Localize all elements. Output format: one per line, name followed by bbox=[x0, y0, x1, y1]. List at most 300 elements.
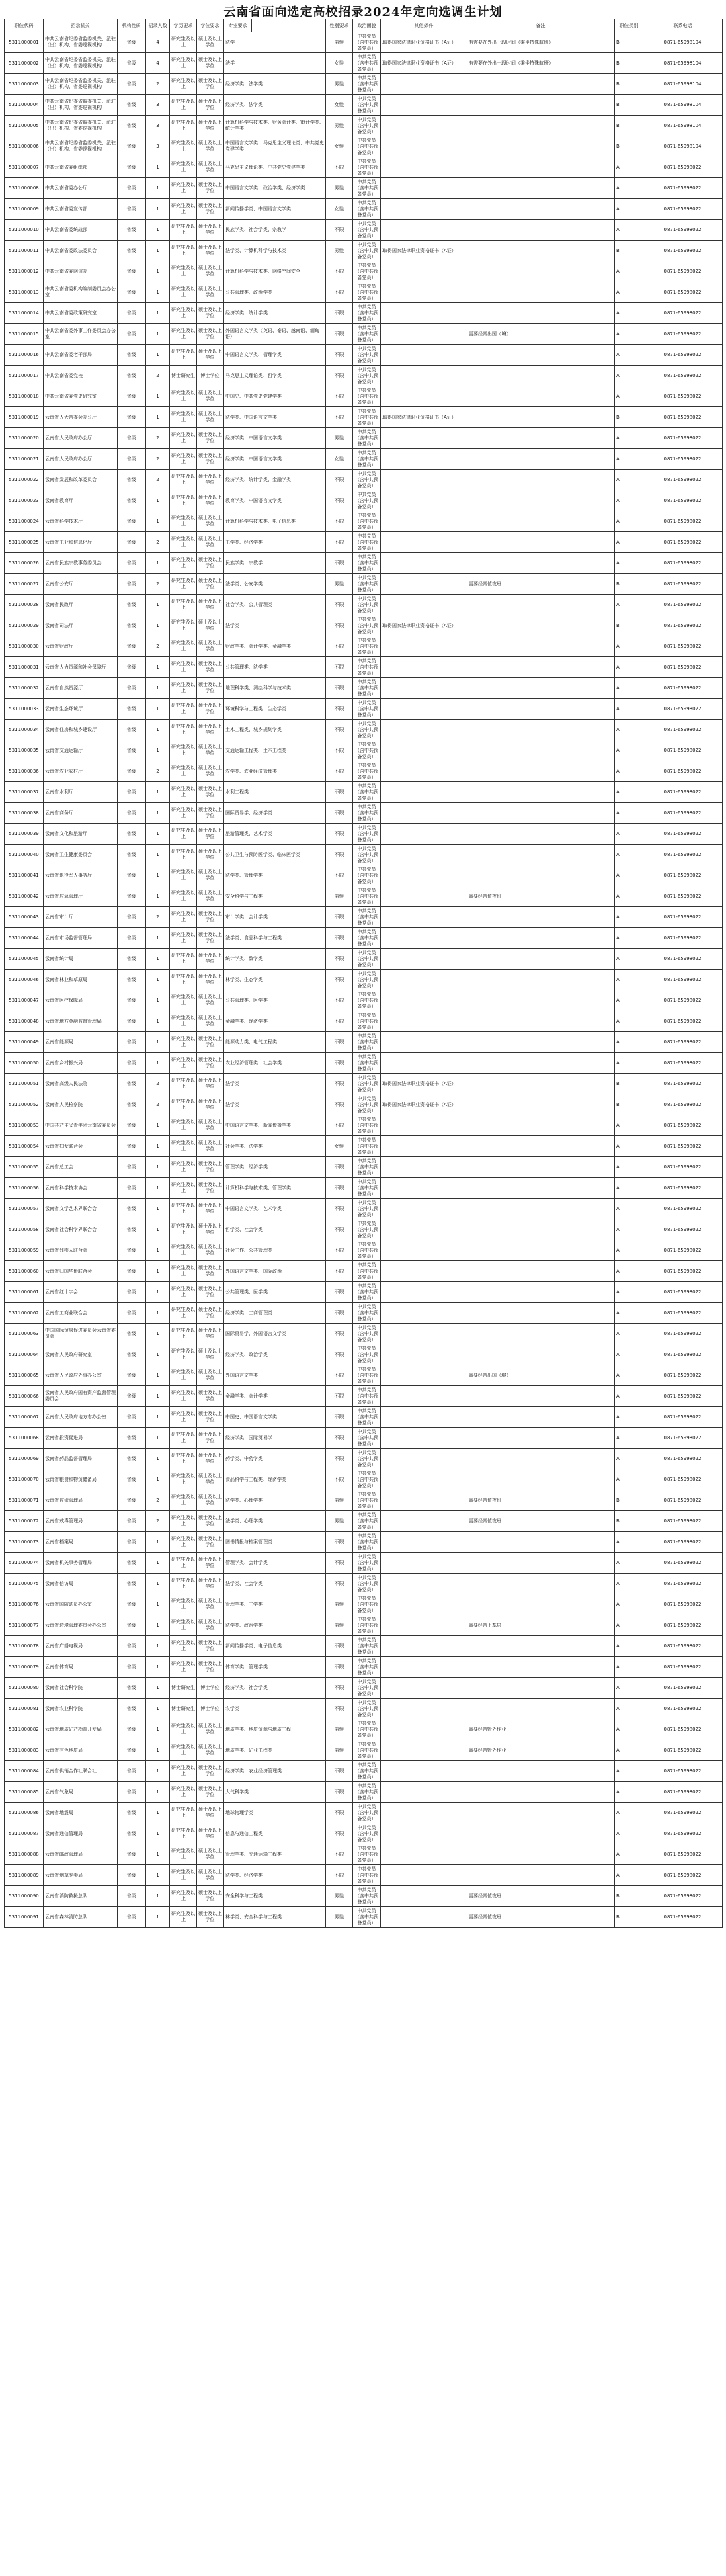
table-cell: A bbox=[615, 1594, 643, 1615]
table-cell: 公共管理类、政治学类 bbox=[224, 282, 326, 303]
table-cell: 2 bbox=[146, 1511, 170, 1532]
table-cell: A bbox=[615, 1865, 643, 1886]
table-cell: 2 bbox=[146, 636, 170, 657]
table-cell bbox=[381, 1490, 467, 1511]
table-cell: 不限 bbox=[326, 1157, 353, 1178]
table-cell: 5311000085 bbox=[5, 1782, 44, 1803]
table-cell: 5311000025 bbox=[5, 532, 44, 553]
table-cell bbox=[467, 1699, 615, 1719]
table-cell: 中共党员（含中共预备党员） bbox=[353, 220, 381, 241]
table-cell: 0871-65998022 bbox=[643, 970, 723, 990]
table-cell: 0871-65998022 bbox=[643, 782, 723, 803]
table-cell: 云南省邮政管理局 bbox=[44, 1844, 118, 1865]
table-cell: 1 bbox=[146, 1032, 170, 1053]
table-cell bbox=[467, 178, 615, 199]
table-cell: 硕士及以上学位 bbox=[197, 1074, 224, 1094]
table-cell: 5311000061 bbox=[5, 1282, 44, 1303]
table-cell bbox=[381, 1823, 467, 1844]
table-cell: 研究生及以上 bbox=[170, 32, 197, 53]
table-row bbox=[5, 241, 723, 261]
table-cell: 省级 bbox=[118, 1740, 146, 1761]
table-cell bbox=[381, 345, 467, 366]
table-cell: 中共党员（含中共预备党员） bbox=[353, 32, 381, 53]
table-cell bbox=[467, 1324, 615, 1344]
table-cell: 硕士及以上学位 bbox=[197, 303, 224, 324]
table-cell: 研究生及以上 bbox=[170, 907, 197, 928]
table-cell: 需要经常值夜班 bbox=[467, 1886, 615, 1907]
table-cell: 中国语言文学类、政治学类、经济学类 bbox=[224, 178, 326, 199]
table-cell: 5311000006 bbox=[5, 136, 44, 157]
table-cell: 硕士及以上学位 bbox=[197, 740, 224, 761]
table-cell: 研究生及以上 bbox=[170, 324, 197, 345]
table-cell: 研究生及以上 bbox=[170, 990, 197, 1011]
table-cell: A bbox=[615, 1011, 643, 1032]
table-cell: 中共党员（含中共预备党员） bbox=[353, 1511, 381, 1532]
table-cell: 云南省市场监督管理局 bbox=[44, 928, 118, 949]
table-cell: A bbox=[615, 907, 643, 928]
table-cell: 硕士及以上学位 bbox=[197, 1115, 224, 1136]
table-cell: 云南省发展和改革委员会 bbox=[44, 470, 118, 490]
table-cell: 省级 bbox=[118, 907, 146, 928]
table-cell: 5311000091 bbox=[5, 1907, 44, 1928]
table-cell: 0871-65998022 bbox=[643, 1324, 723, 1344]
table-cell: 不限 bbox=[326, 157, 353, 178]
table-cell: 硕士及以上学位 bbox=[197, 615, 224, 636]
table-cell: 中共党员（含中共预备党员） bbox=[353, 1490, 381, 1511]
table-cell: 研究生及以上 bbox=[170, 1303, 197, 1324]
table-cell: 5311000054 bbox=[5, 1136, 44, 1157]
table-cell bbox=[467, 1865, 615, 1886]
table-row bbox=[5, 1261, 723, 1282]
table-cell: 1 bbox=[146, 324, 170, 345]
table-cell: 0871-65998104 bbox=[643, 95, 723, 116]
table-cell: 2 bbox=[146, 1490, 170, 1511]
table-cell bbox=[467, 116, 615, 136]
table-cell bbox=[381, 1636, 467, 1657]
table-cell: 中共党员（含中共预备党员） bbox=[353, 1761, 381, 1782]
table-cell: 中共党员（含中共预备党员） bbox=[353, 1365, 381, 1386]
table-cell: 3 bbox=[146, 136, 170, 157]
table-cell: 5311000069 bbox=[5, 1449, 44, 1469]
table-row bbox=[5, 386, 723, 407]
table-cell: 云南省投资促进局 bbox=[44, 1428, 118, 1449]
table-cell: 不限 bbox=[326, 366, 353, 386]
table-cell: 地质学类、矿业工程类 bbox=[224, 1740, 326, 1761]
table-cell: 1 bbox=[146, 1803, 170, 1823]
table-cell: 硕士及以上学位 bbox=[197, 907, 224, 928]
table-cell: 经济学类、国际贸易学 bbox=[224, 1428, 326, 1449]
table-cell: 硕士及以上学位 bbox=[197, 886, 224, 907]
table-row bbox=[5, 490, 723, 511]
table-cell bbox=[381, 1240, 467, 1261]
table-cell: 5311000015 bbox=[5, 324, 44, 345]
table-cell: 5311000019 bbox=[5, 407, 44, 428]
table-cell: 不限 bbox=[326, 1386, 353, 1407]
table-cell bbox=[467, 1678, 615, 1699]
table-cell: 中共党员（含中共预备党员） bbox=[353, 928, 381, 949]
table-cell: 1 bbox=[146, 407, 170, 428]
table-cell bbox=[467, 1469, 615, 1490]
table-cell: 5311000056 bbox=[5, 1178, 44, 1199]
table-cell: 硕士及以上学位 bbox=[197, 1053, 224, 1074]
table-cell bbox=[467, 782, 615, 803]
table-cell: 0871-65998022 bbox=[643, 1178, 723, 1199]
table-cell: 云南省科学技术协会 bbox=[44, 1178, 118, 1199]
table-cell: 不限 bbox=[326, 1636, 353, 1657]
table-cell bbox=[467, 1032, 615, 1053]
table-cell: 省级 bbox=[118, 116, 146, 136]
table-cell: A bbox=[615, 1636, 643, 1657]
table-cell: 1 bbox=[146, 1761, 170, 1782]
page-title: 云南省面向选定高校招录2024年定向选调生计划 bbox=[223, 5, 503, 19]
table-cell: 硕士及以上学位 bbox=[197, 636, 224, 657]
table-cell: 研究生及以上 bbox=[170, 1324, 197, 1344]
column-header: 招录人数 bbox=[146, 19, 170, 32]
table-cell: 不限 bbox=[326, 761, 353, 782]
table-cell: 5311000038 bbox=[5, 803, 44, 824]
table-cell: A bbox=[615, 886, 643, 907]
table-cell: 硕士及以上学位 bbox=[197, 1469, 224, 1490]
table-row bbox=[5, 1449, 723, 1469]
table-cell: 农学类 bbox=[224, 1699, 326, 1719]
table-cell: 土木工程类、城乡规划学类 bbox=[224, 720, 326, 740]
table-cell: 法学 bbox=[224, 53, 326, 74]
table-cell: 硕士及以上学位 bbox=[197, 1594, 224, 1615]
table-cell: 不限 bbox=[326, 511, 353, 532]
table-cell: 研究生及以上 bbox=[170, 1199, 197, 1219]
table-cell: 云南省地方金融监督管理局 bbox=[44, 1011, 118, 1032]
table-cell bbox=[381, 490, 467, 511]
table-cell bbox=[381, 1199, 467, 1219]
table-cell: 云南省人大常委会办公厅 bbox=[44, 407, 118, 428]
table-cell: 中共云南省委组织部 bbox=[44, 157, 118, 178]
table-row bbox=[5, 1469, 723, 1490]
table-cell: 研究生及以上 bbox=[170, 1532, 197, 1553]
table-cell: 研究生及以上 bbox=[170, 1469, 197, 1490]
table-cell: 硕士及以上学位 bbox=[197, 678, 224, 699]
table-cell: 中共云南省纪委省监委机关、派驻（出）机构、省委巡视机构 bbox=[44, 32, 118, 53]
table-cell: 省级 bbox=[118, 303, 146, 324]
table-cell bbox=[381, 1136, 467, 1157]
table-cell: 中共云南省委党史研究室 bbox=[44, 386, 118, 407]
table-cell: 云南省文化和旅游厅 bbox=[44, 824, 118, 845]
table-cell bbox=[467, 615, 615, 636]
table-cell: B bbox=[615, 241, 643, 261]
table-row bbox=[5, 1886, 723, 1907]
table-cell: A bbox=[615, 490, 643, 511]
table-cell: 省级 bbox=[118, 553, 146, 574]
table-cell: A bbox=[615, 1823, 643, 1844]
table-cell: 5311000028 bbox=[5, 595, 44, 615]
table-cell: 外国语言文学类 bbox=[224, 1365, 326, 1386]
table-cell: 中共党员（含中共预备党员） bbox=[353, 1428, 381, 1449]
table-cell: 地理科学类、测绘科学与技术类 bbox=[224, 678, 326, 699]
table-cell: 云南省交通运输厅 bbox=[44, 740, 118, 761]
table-cell: 0871-65998022 bbox=[643, 428, 723, 449]
table-cell: 不限 bbox=[326, 907, 353, 928]
table-cell: 不限 bbox=[326, 407, 353, 428]
table-cell bbox=[467, 595, 615, 615]
table-cell: 有需要在外出一段时间（乘坐特殊航班） bbox=[467, 53, 615, 74]
table-cell: 安全科学与工程类 bbox=[224, 1886, 326, 1907]
table-cell: 中共党员（含中共预备党员） bbox=[353, 595, 381, 615]
table-cell: 0871-65998022 bbox=[643, 1261, 723, 1282]
table-cell: 省级 bbox=[118, 1803, 146, 1823]
table-cell: 不限 bbox=[326, 282, 353, 303]
table-cell: 云南省商务厅 bbox=[44, 803, 118, 824]
table-cell: 硕士及以上学位 bbox=[197, 428, 224, 449]
table-cell: 0871-65998022 bbox=[643, 553, 723, 574]
table-cell: 中共党员（含中共预备党员） bbox=[353, 949, 381, 970]
table-cell: 0871-65998022 bbox=[643, 699, 723, 720]
table-cell: 硕士及以上学位 bbox=[197, 1344, 224, 1365]
table-cell: 研究生及以上 bbox=[170, 824, 197, 845]
table-cell: 0871-65998022 bbox=[643, 949, 723, 970]
table-cell: A bbox=[615, 657, 643, 678]
table-cell: 法学类、社会学类 bbox=[224, 1574, 326, 1594]
table-cell: 不限 bbox=[326, 1678, 353, 1699]
table-cell: 博士学位 bbox=[197, 1678, 224, 1699]
table-cell: 云南省红十字会 bbox=[44, 1282, 118, 1303]
table-row bbox=[5, 1136, 723, 1157]
table-cell: 硕士及以上学位 bbox=[197, 1219, 224, 1240]
table-cell bbox=[467, 1574, 615, 1594]
table-cell: 5311000057 bbox=[5, 1199, 44, 1219]
table-cell: 中共云南省委机构编制委员会办公室 bbox=[44, 282, 118, 303]
table-cell: 0871-65998022 bbox=[643, 324, 723, 345]
table-cell: 云南省监狱管理局 bbox=[44, 1490, 118, 1511]
table-cell bbox=[467, 511, 615, 532]
table-cell bbox=[381, 1115, 467, 1136]
table-cell: 2 bbox=[146, 74, 170, 95]
table-cell: 5311000039 bbox=[5, 824, 44, 845]
table-cell: 中共党员（含中共预备党员） bbox=[353, 1469, 381, 1490]
table-cell: 云南省人民政府研究室 bbox=[44, 1344, 118, 1365]
table-cell: A bbox=[615, 1157, 643, 1178]
table-cell: A bbox=[615, 761, 643, 782]
table-cell: 研究生及以上 bbox=[170, 1032, 197, 1053]
table-cell: 中共云南省委网信办 bbox=[44, 261, 118, 282]
table-row bbox=[5, 1907, 723, 1928]
table-cell: 0871-65998022 bbox=[643, 282, 723, 303]
table-cell: 中国语言文学类、新闻传播学类 bbox=[224, 1115, 326, 1136]
table-cell: 0871-65998022 bbox=[643, 1449, 723, 1469]
table-cell: 中共党员（含中共预备党员） bbox=[353, 261, 381, 282]
table-cell: 中共党员（含中共预备党员） bbox=[353, 366, 381, 386]
table-cell: 中共党员（含中共预备党员） bbox=[353, 720, 381, 740]
table-cell: 不限 bbox=[326, 1407, 353, 1428]
table-row bbox=[5, 1115, 723, 1136]
table-cell: 5311000004 bbox=[5, 95, 44, 116]
table-cell: 硕士及以上学位 bbox=[197, 1865, 224, 1886]
table-cell: 硕士及以上学位 bbox=[197, 157, 224, 178]
table-cell: 0871-65998022 bbox=[643, 366, 723, 386]
table-cell: 0871-65998104 bbox=[643, 116, 723, 136]
table-cell bbox=[467, 490, 615, 511]
table-cell bbox=[381, 1594, 467, 1615]
table-cell: 不限 bbox=[326, 220, 353, 241]
table-cell: 研究生及以上 bbox=[170, 95, 197, 116]
table-cell bbox=[381, 1261, 467, 1282]
table-cell: 研究生及以上 bbox=[170, 1511, 197, 1532]
table-cell: 0871-65998022 bbox=[643, 1282, 723, 1303]
table-cell: 地质学类、地质资源与地质工程 bbox=[224, 1719, 326, 1740]
table-cell: A bbox=[615, 1386, 643, 1407]
table-cell: 管理学类、会计学类 bbox=[224, 1553, 326, 1574]
table-cell: 研究生及以上 bbox=[170, 615, 197, 636]
table-cell: 省级 bbox=[118, 720, 146, 740]
table-row bbox=[5, 324, 723, 345]
table-row bbox=[5, 1094, 723, 1115]
table-cell: 硕士及以上学位 bbox=[197, 1136, 224, 1157]
table-cell bbox=[467, 157, 615, 178]
table-cell: 中共党员（含中共预备党员） bbox=[353, 803, 381, 824]
table-cell: 省级 bbox=[118, 1157, 146, 1178]
table-cell: 男性 bbox=[326, 574, 353, 595]
table-cell: 中共云南省委办公厅 bbox=[44, 178, 118, 199]
table-cell: 研究生及以上 bbox=[170, 1490, 197, 1511]
table-cell: 不限 bbox=[326, 615, 353, 636]
table-cell bbox=[467, 1261, 615, 1282]
table-cell: 云南省民政厅 bbox=[44, 595, 118, 615]
table-row bbox=[5, 511, 723, 532]
table-cell: 5311000086 bbox=[5, 1803, 44, 1823]
table-cell: 1 bbox=[146, 845, 170, 865]
table-cell bbox=[467, 449, 615, 470]
table-cell: 中共党员（含中共预备党员） bbox=[353, 1053, 381, 1074]
table-row bbox=[5, 1386, 723, 1407]
table-cell: 研究生及以上 bbox=[170, 761, 197, 782]
table-cell: 研究生及以上 bbox=[170, 865, 197, 886]
table-cell: 中共党员（含中共预备党员） bbox=[353, 865, 381, 886]
table-cell: 省级 bbox=[118, 32, 146, 53]
table-row bbox=[5, 845, 723, 865]
table-cell: 中共党员（含中共预备党员） bbox=[353, 657, 381, 678]
table-row bbox=[5, 1011, 723, 1032]
table-cell: 1 bbox=[146, 740, 170, 761]
table-cell: 研究生及以上 bbox=[170, 553, 197, 574]
table-cell: 5311000090 bbox=[5, 1886, 44, 1907]
table-cell: 云南省高级人民法院 bbox=[44, 1074, 118, 1094]
table-cell: 1 bbox=[146, 553, 170, 574]
table-cell: 体育学类、管理学类 bbox=[224, 1657, 326, 1678]
table-cell: 经济学类、统计学类 bbox=[224, 303, 326, 324]
table-cell: 中共党员（含中共预备党员） bbox=[353, 990, 381, 1011]
table-cell: 中共党员（含中共预备党员） bbox=[353, 845, 381, 865]
table-cell: 研究生及以上 bbox=[170, 282, 197, 303]
table-cell bbox=[381, 949, 467, 970]
table-cell: 哲学类、社会学类 bbox=[224, 1219, 326, 1240]
table-cell: 5311000080 bbox=[5, 1678, 44, 1699]
table-cell: 硕士及以上学位 bbox=[197, 553, 224, 574]
table-cell: 硕士及以上学位 bbox=[197, 1032, 224, 1053]
table-cell: 研究生及以上 bbox=[170, 345, 197, 366]
table-cell: 中共党员（含中共预备党员） bbox=[353, 1094, 381, 1115]
table-cell: 中共党员（含中共预备党员） bbox=[353, 1032, 381, 1053]
table-cell: 省级 bbox=[118, 1136, 146, 1157]
table-cell: 5311000023 bbox=[5, 490, 44, 511]
table-cell: 中共党员（含中共预备党员） bbox=[353, 553, 381, 574]
table-cell: 0871-65998022 bbox=[643, 845, 723, 865]
table-cell: 民族学类、宗教学 bbox=[224, 553, 326, 574]
table-cell: 研究生及以上 bbox=[170, 1865, 197, 1886]
table-cell: 省级 bbox=[118, 636, 146, 657]
table-cell: 省级 bbox=[118, 740, 146, 761]
table-cell: A bbox=[615, 595, 643, 615]
table-cell: 男性 bbox=[326, 241, 353, 261]
table-cell: A bbox=[615, 324, 643, 345]
table-cell bbox=[381, 1886, 467, 1907]
table-cell bbox=[381, 470, 467, 490]
table-cell: 省级 bbox=[118, 595, 146, 615]
table-cell: 中共党员（含中共预备党员） bbox=[353, 782, 381, 803]
table-cell: 法学类、公安学类 bbox=[224, 574, 326, 595]
table-row bbox=[5, 449, 723, 470]
table-cell: 不限 bbox=[326, 1261, 353, 1282]
table-cell: 云南省机关事务管理局 bbox=[44, 1553, 118, 1574]
table-cell bbox=[381, 1761, 467, 1782]
table-cell: 5311000033 bbox=[5, 699, 44, 720]
table-cell: 中共党员（含中共预备党员） bbox=[353, 1261, 381, 1282]
table-cell bbox=[467, 366, 615, 386]
table-cell: 0871-65998022 bbox=[643, 407, 723, 428]
table-cell: A bbox=[615, 970, 643, 990]
table-cell: 省级 bbox=[118, 1261, 146, 1282]
table-cell bbox=[467, 636, 615, 657]
table-cell: 研究生及以上 bbox=[170, 1907, 197, 1928]
table-cell: 省级 bbox=[118, 1178, 146, 1199]
table-cell: 研究生及以上 bbox=[170, 303, 197, 324]
table-cell: 省级 bbox=[118, 699, 146, 720]
table-cell: A bbox=[615, 1240, 643, 1261]
table-cell bbox=[467, 1094, 615, 1115]
table-cell: 硕士及以上学位 bbox=[197, 178, 224, 199]
table-cell: 中共党员（含中共预备党员） bbox=[353, 470, 381, 490]
table-cell: 5311000031 bbox=[5, 657, 44, 678]
table-cell: 外国语言文学类、国际政治 bbox=[224, 1261, 326, 1282]
table-cell: A bbox=[615, 1678, 643, 1699]
table-cell: 研究生及以上 bbox=[170, 1844, 197, 1865]
table-cell: 5311000010 bbox=[5, 220, 44, 241]
table-cell: 硕士及以上学位 bbox=[197, 386, 224, 407]
table-cell: 5311000067 bbox=[5, 1407, 44, 1428]
table-cell: 研究生及以上 bbox=[170, 532, 197, 553]
table-cell: 博士学位 bbox=[197, 1699, 224, 1719]
table-cell: 研究生及以上 bbox=[170, 1157, 197, 1178]
table-cell: 0871-65998022 bbox=[643, 1490, 723, 1511]
table-cell: 0871-65998022 bbox=[643, 1240, 723, 1261]
table-cell: 中共云南省委党校 bbox=[44, 366, 118, 386]
table-cell: 省级 bbox=[118, 490, 146, 511]
table-cell: 教育学类、中国语言文学类 bbox=[224, 490, 326, 511]
table-cell: 研究生及以上 bbox=[170, 1011, 197, 1032]
column-header: 职位类别 bbox=[615, 19, 643, 32]
table-cell bbox=[381, 1032, 467, 1053]
table-cell: 不限 bbox=[326, 1865, 353, 1886]
table-cell: 云南省住房和城乡建设厅 bbox=[44, 720, 118, 740]
table-cell: 省级 bbox=[118, 95, 146, 116]
table-cell: 需要经常野外作业 bbox=[467, 1740, 615, 1761]
table-cell: B bbox=[615, 574, 643, 595]
table-cell bbox=[381, 782, 467, 803]
table-cell: 硕士及以上学位 bbox=[197, 1636, 224, 1657]
table-cell: 5311000081 bbox=[5, 1699, 44, 1719]
table-cell bbox=[381, 1178, 467, 1199]
table-cell: 0871-65998022 bbox=[643, 261, 723, 282]
table-cell: 省级 bbox=[118, 865, 146, 886]
table-row bbox=[5, 366, 723, 386]
table-cell: 5311000036 bbox=[5, 761, 44, 782]
